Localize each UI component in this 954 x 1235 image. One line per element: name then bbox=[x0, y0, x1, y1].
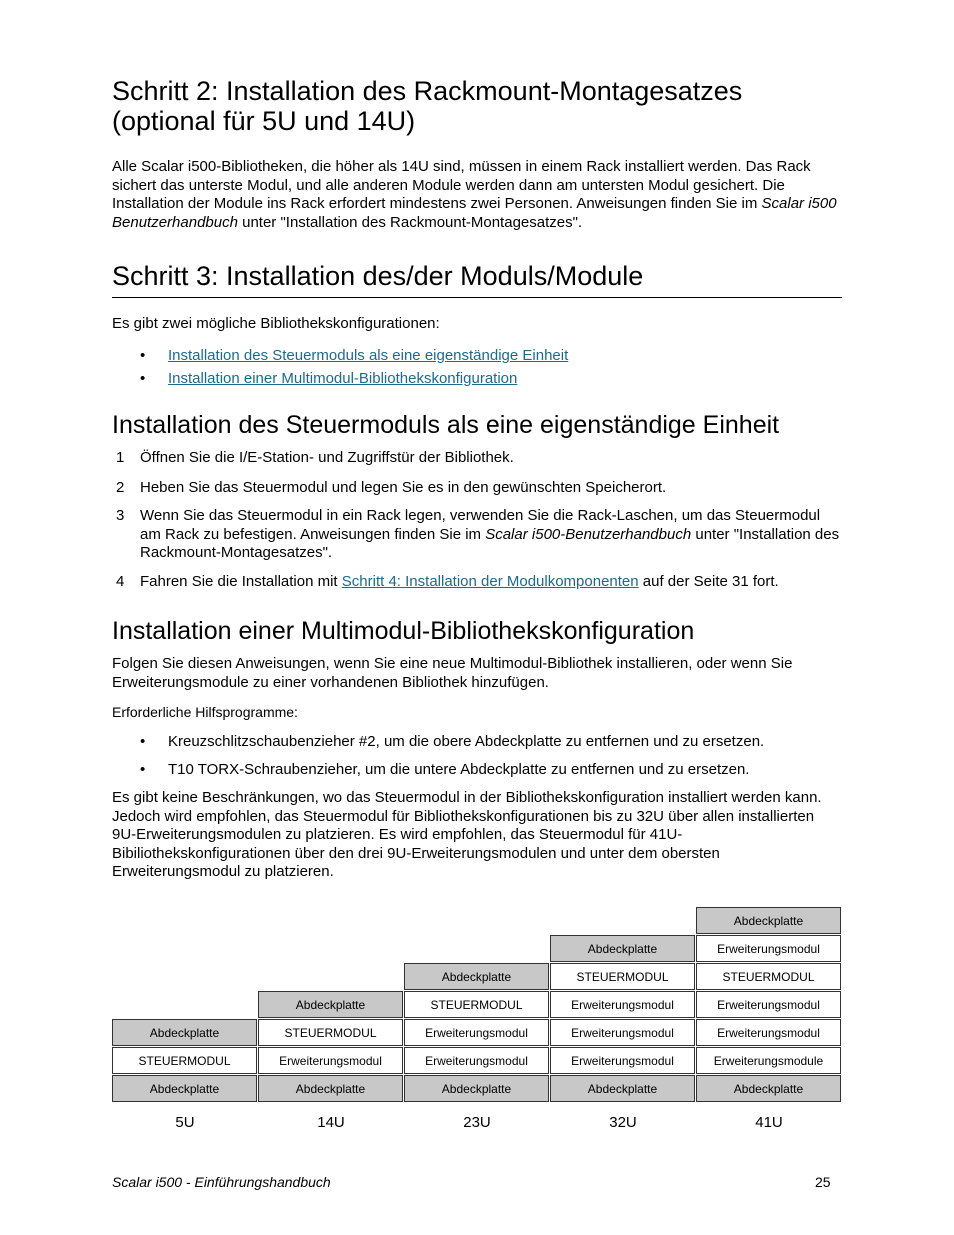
section2-title: Schritt 2: Installation des Rackmount-Montagesatzes (optional für 5U und 14U) bbox=[112, 76, 743, 136]
module-cell-32U-5: Abdeckplatte bbox=[550, 1075, 695, 1102]
tools-list bbox=[112, 733, 842, 779]
module-cell-23U-3: Erweiterungsmodul bbox=[404, 1047, 549, 1074]
module-cell-14U-2: Erweiterungsmodul bbox=[258, 1047, 403, 1074]
step-number: 1 bbox=[116, 449, 125, 466]
module-cell-14U-1: STEUERMODUL bbox=[258, 1019, 403, 1046]
config-link-item bbox=[112, 370, 842, 389]
config-label-14U: 14U bbox=[317, 1114, 345, 1131]
module-configuration-diagram bbox=[112, 907, 842, 1137]
module-cell-41U-5: Erweiterungsmodule bbox=[696, 1047, 841, 1074]
footer-title: Scalar i500 - Einführungshandbuch bbox=[112, 1174, 331, 1190]
page-number: 25 bbox=[815, 1174, 831, 1190]
module-cell-23U-0: Abdeckplatte bbox=[404, 963, 549, 990]
module-cell-5U-2: Abdeckplatte bbox=[112, 1075, 257, 1102]
step-number: 4 bbox=[116, 572, 125, 590]
module-cell-5U-1: STEUERMODUL bbox=[112, 1047, 257, 1074]
step-item: 4 Fahren Sie die Installation mit Schritt 4: Installation der Modulkomponenten auf der Seite 31 fort. bbox=[116, 572, 779, 590]
tool-item: • T10 TORX-Schraubenzieher, um die untere Abdeckplatte zu entfernen und zu ersetzen. bbox=[112, 761, 842, 780]
standalone-title: Installation des Steuermoduls als eine eigenständige Einheit bbox=[112, 411, 780, 439]
tool-item: • Kreuzschlitzschaubenzieher #2, um die obere Abdeckplatte zu entfernen und zu ersetzen. bbox=[112, 733, 842, 752]
module-cell-32U-3: Erweiterungsmodul bbox=[550, 1019, 695, 1046]
link-step4[interactable]: Schritt 4: Installation der Modulkomponenten bbox=[341, 572, 639, 590]
module-cell-41U-1: Erweiterungsmodul bbox=[696, 935, 841, 962]
module-cell-41U-2: STEUERMODUL bbox=[696, 963, 841, 990]
module-cell-23U-1: STEUERMODUL bbox=[404, 991, 549, 1018]
module-cell-5U-0: Abdeckplatte bbox=[112, 1019, 257, 1046]
module-cell-14U-0: Abdeckplatte bbox=[258, 991, 403, 1018]
module-cell-41U-3: Erweiterungsmodul bbox=[696, 991, 841, 1018]
multimodule-title: Installation einer Multimodul-Bibliothekskonfiguration bbox=[112, 617, 695, 645]
step-number: 3 bbox=[116, 507, 125, 524]
link-multimodule[interactable]: Installation einer Multimodul-Bibliothekskonfiguration bbox=[168, 369, 518, 387]
multimodule-intro: Folgen Sie diesen Anweisungen, wenn Sie eine neue Multimodul-Bibliothek installieren, oder wenn Sie Erweiterungsmodule zu einer vorhandenen Bibliothek hinzufügen. bbox=[112, 655, 793, 691]
config-link-list bbox=[112, 347, 842, 388]
config-label-32U: 32U bbox=[609, 1114, 637, 1131]
module-cell-32U-2: Erweiterungsmodul bbox=[550, 991, 695, 1018]
step-item: 2 Heben Sie das Steuermodul und legen Sie es in den gewünschten Speicherort. bbox=[116, 478, 667, 496]
config-label-5U: 5U bbox=[175, 1114, 195, 1131]
section3-intro: Es gibt zwei mögliche Bibliothekskonfigurationen: bbox=[112, 315, 440, 332]
multimodule-body: Es gibt keine Beschränkungen, wo das Steuermodul in der Bibliothekskonfiguration installiert werden kann. Jedoch wird empfohlen, das Steuermodul für Bibliothekskonfigurationen bis zu 32U über allen installierten 9U-Erweiterungsmodulen zu platzieren. Es wird empfohlen, das Steuermodul für 41U-Bibiliothekskonfigurationen über den drei 9U-Erweiterungsmodulen und unter dem obersten Erweiterungsmodul zu platzieren. bbox=[112, 789, 822, 880]
module-cell-23U-4: Abdeckplatte bbox=[404, 1075, 549, 1102]
step-item: 3 Wenn Sie das Steuermodul in ein Rack legen, verwenden Sie die Rack-Laschen, um das Steuermodul am Rack zu befestigen. Anweisungen finden Sie im Scalar i500-Benutzerhandbuch unter "Installation des Rackmount-Montagesatzes". bbox=[116, 507, 840, 561]
link-standalone[interactable]: Installation des Steuermoduls als eine eigenständige Einheit bbox=[168, 347, 569, 364]
module-cell-41U-4: Erweiterungsmodul bbox=[696, 1019, 841, 1046]
module-cell-14U-3: Abdeckplatte bbox=[258, 1075, 403, 1102]
section2-body: Alle Scalar i500-Bibliotheken, die höher als 14U sind, müssen in einem Rack installiert werden. Das Rack sichert das unterste Modul, und alle anderen Module werden dann am untersten Modul gesichert. Die Installation der Module ins Rack erfordert mindestens zwei Personen. Anweisungen finden Sie im Scalar i500 Benutzerhandbuch unter "Installation des Rackmount-Montagesatzes". bbox=[112, 158, 837, 231]
config-link-item bbox=[112, 347, 842, 366]
module-cell-41U-0: Abdeckplatte bbox=[696, 907, 841, 934]
step-item: 1 Öffnen Sie die I/E-Station- und Zugriffstür der Bibliothek. bbox=[116, 449, 514, 466]
module-cell-32U-1: STEUERMODUL bbox=[550, 963, 695, 990]
module-cell-23U-2: Erweiterungsmodul bbox=[404, 1019, 549, 1046]
module-cell-32U-4: Erweiterungsmodul bbox=[550, 1047, 695, 1074]
standalone-steps bbox=[112, 449, 842, 591]
module-cell-32U-0: Abdeckplatte bbox=[550, 935, 695, 962]
tools-heading: Erforderliche Hilfsprogramme: bbox=[112, 704, 298, 720]
config-label-23U: 23U bbox=[463, 1114, 491, 1131]
step-number: 2 bbox=[116, 478, 125, 496]
module-cell-41U-6: Abdeckplatte bbox=[696, 1075, 841, 1102]
section3-title: Schritt 3: Installation des/der Moduls/Module bbox=[112, 261, 842, 298]
config-label-41U: 41U bbox=[755, 1114, 783, 1131]
